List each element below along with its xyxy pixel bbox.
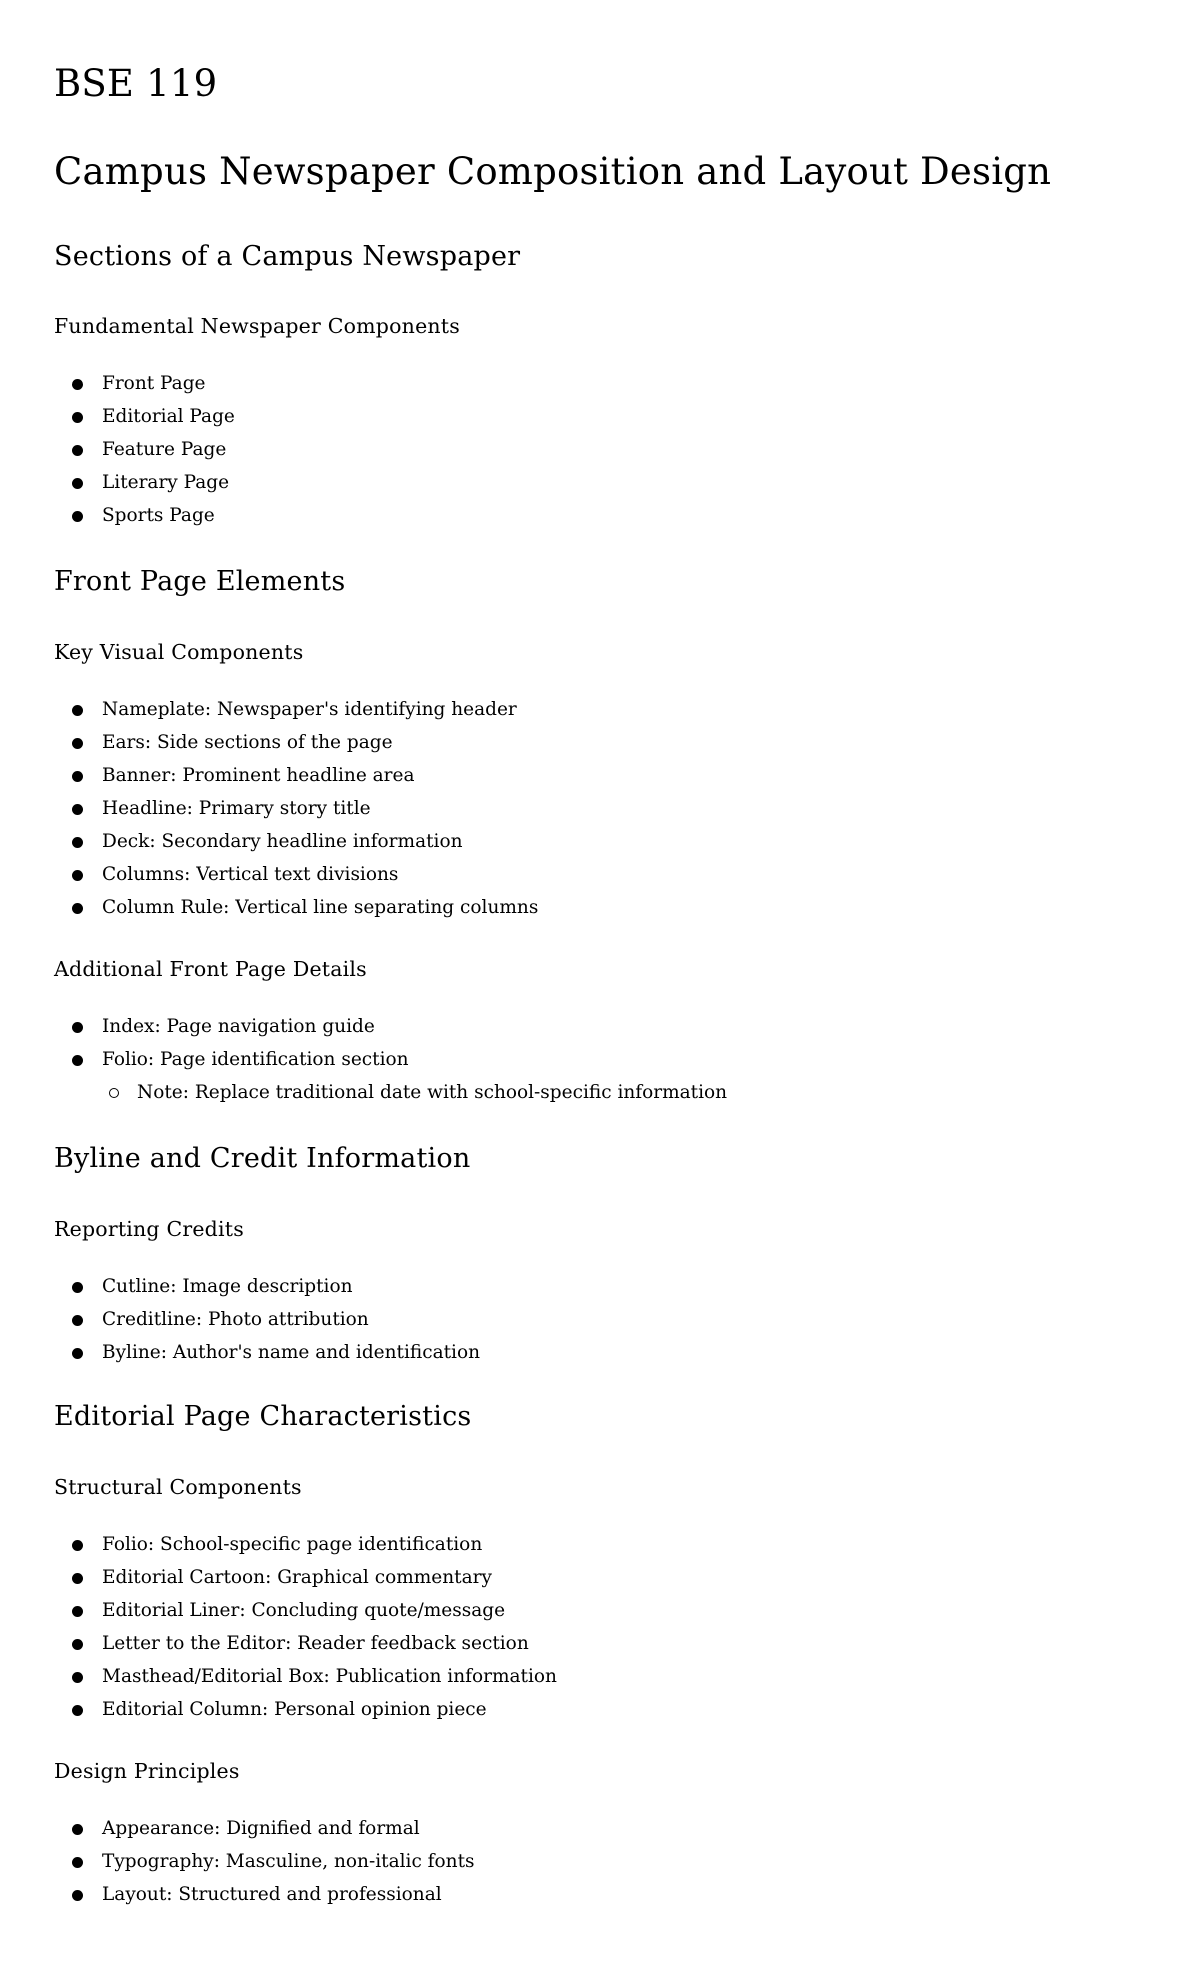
list-item: Appearance: Dignified and formal bbox=[54, 1812, 1054, 1845]
section-heading-sections: Sections of a Campus Newspaper bbox=[54, 241, 521, 272]
list-item: Byline: Author's name and identification bbox=[54, 1336, 1054, 1369]
list-item: Deck: Secondary headline information bbox=[54, 825, 1054, 858]
list-item: Layout: Structured and professional bbox=[54, 1878, 1054, 1911]
additional-details-list bbox=[54, 1010, 1054, 1076]
subsection-heading-reporting: Reporting Credits bbox=[54, 1217, 244, 1241]
list-item: Headline: Primary story title bbox=[54, 792, 1054, 825]
list-item: Editorial Column: Personal opinion piece bbox=[54, 1693, 1054, 1726]
sub-list-item: Note: Replace traditional date with school-specific information bbox=[54, 1076, 1054, 1109]
list-item: Columns: Vertical text divisions bbox=[54, 858, 1054, 891]
subsection-heading-design: Design Principles bbox=[54, 1759, 240, 1783]
list-item: Masthead/Editorial Box: Publication information bbox=[54, 1660, 1054, 1693]
list-item: Banner: Prominent headline area bbox=[54, 759, 1054, 792]
list-item: Index: Page navigation guide bbox=[54, 1010, 1054, 1043]
fundamental-components-list bbox=[54, 367, 1054, 532]
subsection-heading-key-visual: Key Visual Components bbox=[54, 640, 304, 664]
list-item: Cutline: Image description bbox=[54, 1270, 1054, 1303]
list-item: Creditline: Photo attribution bbox=[54, 1303, 1054, 1336]
design-principles-list bbox=[54, 1812, 1054, 1911]
list-item: Editorial Cartoon: Graphical commentary bbox=[54, 1561, 1054, 1594]
course-code: BSE 119 bbox=[54, 62, 218, 105]
reporting-credits-list bbox=[54, 1270, 1054, 1369]
list-item: Front Page bbox=[54, 367, 1054, 400]
list-item: Column Rule: Vertical line separating columns bbox=[54, 891, 1054, 924]
list-item: Folio: Page identification section bbox=[54, 1043, 1054, 1076]
list-item: Editorial Liner: Concluding quote/message bbox=[54, 1594, 1054, 1627]
section-heading-byline: Byline and Credit Information bbox=[54, 1143, 471, 1174]
subsection-heading-structural: Structural Components bbox=[54, 1475, 302, 1499]
document-title: Campus Newspaper Composition and Layout Design bbox=[54, 150, 1052, 193]
subsection-heading-additional: Additional Front Page Details bbox=[54, 957, 367, 981]
section-heading-editorial: Editorial Page Characteristics bbox=[54, 1401, 472, 1432]
list-item: Ears: Side sections of the page bbox=[54, 726, 1054, 759]
subsection-heading-fundamental: Fundamental Newspaper Components bbox=[54, 314, 460, 338]
list-item: Letter to the Editor: Reader feedback section bbox=[54, 1627, 1054, 1660]
list-item: Folio: School-specific page identification bbox=[54, 1528, 1054, 1561]
folio-sub-list bbox=[54, 1076, 1054, 1109]
list-item: Feature Page bbox=[54, 433, 1054, 466]
list-item: Typography: Masculine, non-italic fonts bbox=[54, 1845, 1054, 1878]
list-item: Literary Page bbox=[54, 466, 1054, 499]
list-item: Sports Page bbox=[54, 499, 1054, 532]
structural-components-list bbox=[54, 1528, 1054, 1726]
list-item: Editorial Page bbox=[54, 400, 1054, 433]
list-item: Nameplate: Newspaper's identifying header bbox=[54, 693, 1054, 726]
section-heading-front-page: Front Page Elements bbox=[54, 566, 346, 597]
key-visual-components-list bbox=[54, 693, 1054, 924]
